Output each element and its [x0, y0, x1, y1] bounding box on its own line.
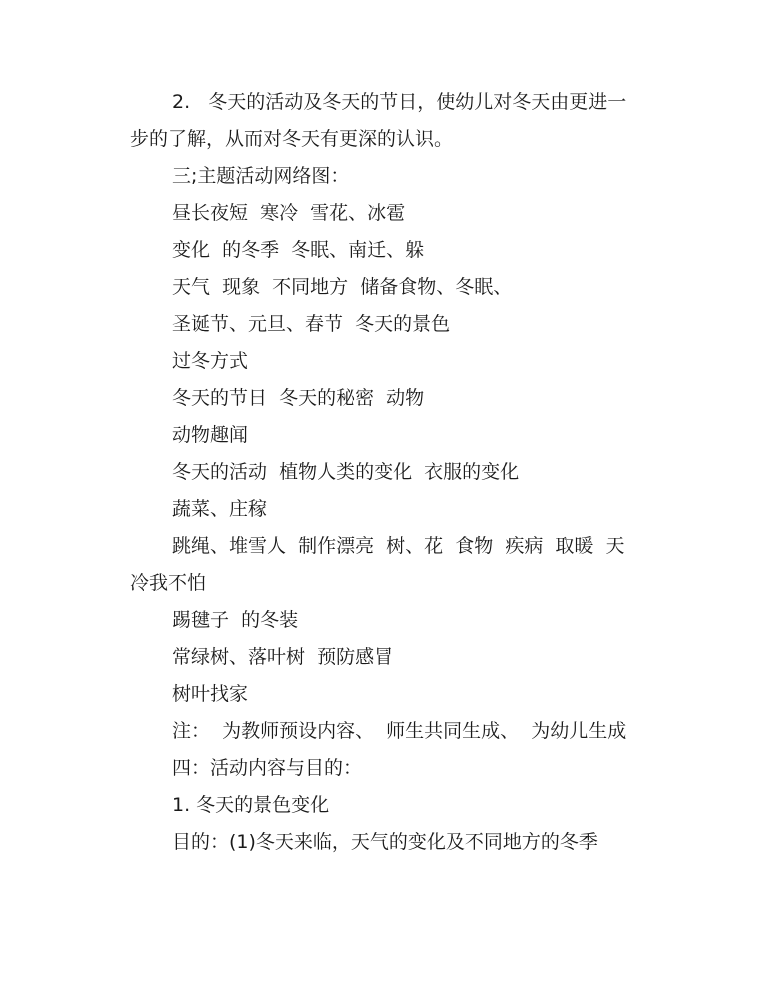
purpose-paragraph: 目的：(1)冬天来临，天气的变化及不同地方的冬季: [172, 831, 598, 853]
section-heading-network: 三;主题活动网络图：: [172, 165, 350, 187]
note-paragraph: 注： 为教师预设内容、 师生共同生成、 为幼儿生成: [172, 720, 627, 742]
network-line: 天气 现象 不同地方 储备食物、冬眠、: [172, 276, 513, 298]
network-line: 树叶找家: [172, 683, 249, 705]
network-line: 圣诞节、元旦、春节 冬天的景色: [172, 313, 451, 335]
network-line: 变化 的冬季 冬眠、南迁、躲: [172, 239, 425, 261]
paragraph-activities-festivals: 2. 冬天的活动及冬天的节日，使幼儿对冬天由更进一步的了解，从而对冬天有更深的认识。: [130, 91, 627, 150]
network-line: 冬天的活动 植物人类的变化 衣服的变化: [172, 461, 520, 483]
section-heading-content: 四：活动内容与目的：: [172, 757, 363, 779]
network-line: 动物趣闻: [172, 424, 249, 446]
network-line: 踢毽子 的冬装: [172, 609, 299, 631]
network-line: 常绿树、落叶树 预防感冒: [172, 646, 394, 668]
document-page: [130, 84, 640, 861]
subsection-heading: 1. 冬天的景色变化: [172, 794, 330, 816]
network-line: 昼长夜短 寒冷 雪花、冰雹: [172, 202, 406, 224]
network-line: 蔬菜、庄稼: [172, 498, 268, 520]
network-line: 过冬方式: [172, 350, 249, 372]
network-line: 跳绳、堆雪人 制作漂亮 树、花 食物 疾病 取暖 天冷我不怕: [130, 535, 625, 594]
network-line: 冬天的节日 冬天的秘密 动物: [172, 387, 425, 409]
